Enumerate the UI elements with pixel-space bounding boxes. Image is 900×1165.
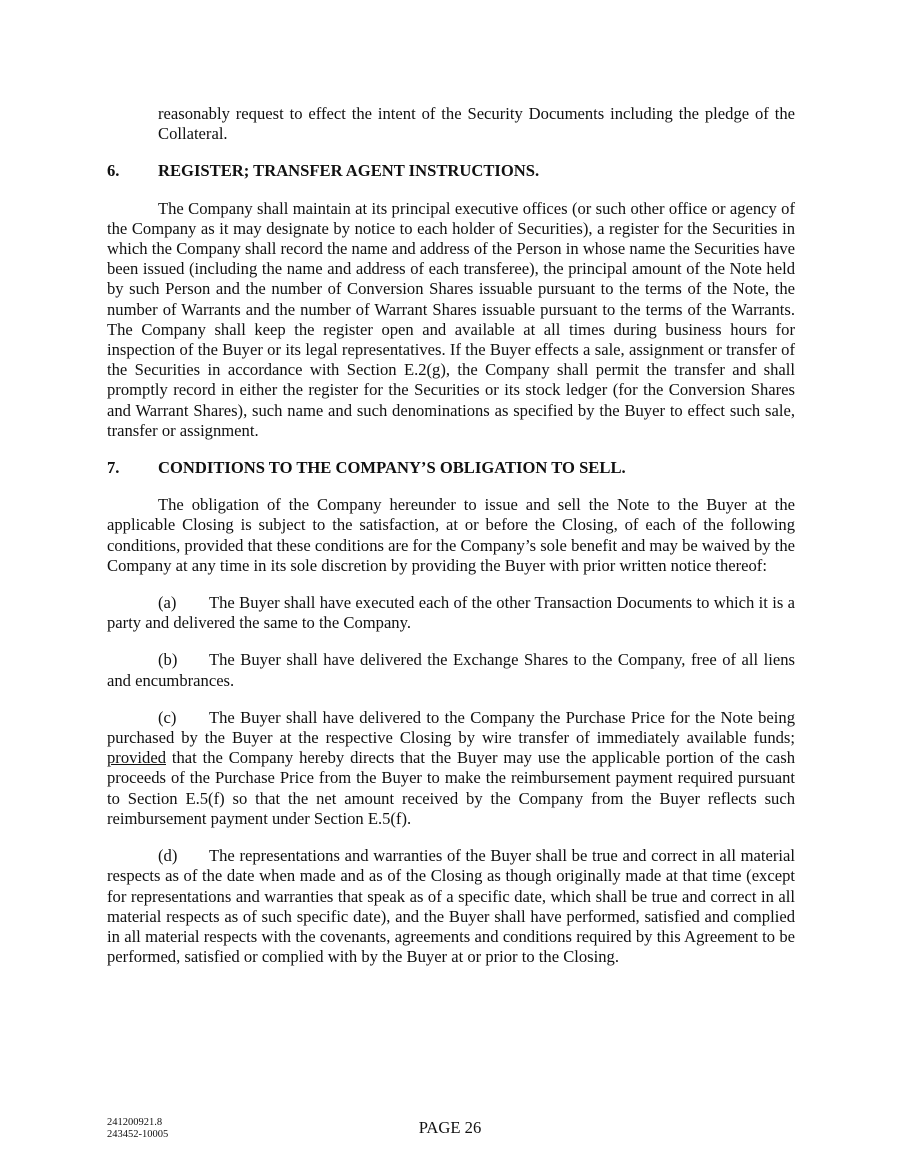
footer-doc-id-1: 241200921.8	[107, 1117, 163, 1128]
document-body	[107, 104, 795, 984]
condition-c	[107, 708, 795, 829]
condition-c-text-before: The Buyer shall have delivered to the Company the Purchase Price for the Note being purchased by the Buyer at the respective Closing by wire transfer of immediately available funds;	[107, 707, 795, 748]
condition-c-label: (c)	[158, 707, 177, 727]
section-7-title: CONDITIONS TO THE COMPANY’S OBLIGATION TO SELL.	[158, 458, 626, 478]
condition-b-text: The Buyer shall have delivered the Exchange Shares to the Company, free of all liens and encumbrances.	[107, 650, 795, 690]
condition-c-provided: provided	[107, 748, 166, 768]
condition-d-label: (d)	[158, 846, 178, 866]
condition-c-text-after: that the Company hereby directs that the Buyer may use the applicable portion of the cash proceeds of the Purchase Price from the Buyer to make the reimbursement payment required pursuant to Section E.5(f) so that the net amount received by the Company from the Buyer reflects such reimbursement payment under Section E.5(f).	[107, 748, 795, 828]
condition-a	[107, 593, 795, 633]
section-7-heading	[107, 458, 795, 478]
condition-a-label: (a)	[158, 593, 177, 613]
section-7-intro: The obligation of the Company hereunder to issue and sell the Note to the Buyer at the applicable Closing is subject to the satisfaction, at or before the Closing, of each of the following conditions, provided that these conditions are for the Company’s sole benefit and may be waived by the Company at any time in its sole discretion by providing the Buyer with prior written notice thereof:	[107, 495, 796, 575]
condition-d	[107, 846, 795, 967]
condition-d-text: The representations and warranties of the Buyer shall be true and correct in all material respects as of the date when made and as of the Closing as though originally made at that time (except for representations and warranties that speak as of a specific date, which shall be true and correct in all material respects as of such specific date), and the Buyer shall have performed, satisfied and complied in all material respects with the covenants, agreements and conditions required by this Agreement to be performed, satisfied or complied with by the Buyer at or prior to the Closing.	[107, 846, 795, 967]
section-7-number: 7.	[107, 458, 120, 478]
condition-b	[107, 650, 795, 690]
section-6-number: 6.	[107, 161, 120, 181]
section-6-title: REGISTER; TRANSFER AGENT INSTRUCTIONS.	[158, 161, 540, 181]
carryover-paragraph: reasonably request to effect the intent of the Security Documents including the pledge of the Collateral.	[158, 104, 795, 144]
footer-doc-id-2: 243452-10005	[107, 1129, 169, 1140]
condition-a-text: The Buyer shall have executed each of the other Transaction Documents to which it is a party and delivered the same to the Company.	[107, 593, 795, 633]
section-6-heading	[107, 161, 795, 181]
section-6-body: The Company shall maintain at its principal executive offices (or such other office or agency of the Company as it may designate by notice to each holder of Securities), a register for the Securities in which the Company shall record the name and address of the Person in whose name the Securities have been issued (including the name and address of each transferee), the principal amount of the Note held by such Person and the number of Conversion Shares issuable pursuant to the terms of the Note, the number of Warrants and the number of Warrant Shares issuable pursuant to the terms of the Warrants. The Company shall keep the register open and available at all times during business hours for inspection of the Buyer or its legal representatives. If the Buyer effects a sale, assignment or transfer of the Securities in accordance with Section E.2(g), the Company shall permit the transfer and shall promptly record in either the register for the Securities or its stock ledger (for the Conversion Shares and Warrant Shares), such name and such denominations as specified by the Buyer to effect such sale, transfer or assignment.	[107, 198, 795, 440]
condition-b-label: (b)	[158, 650, 178, 670]
page-number: PAGE 26	[418, 1118, 482, 1137]
